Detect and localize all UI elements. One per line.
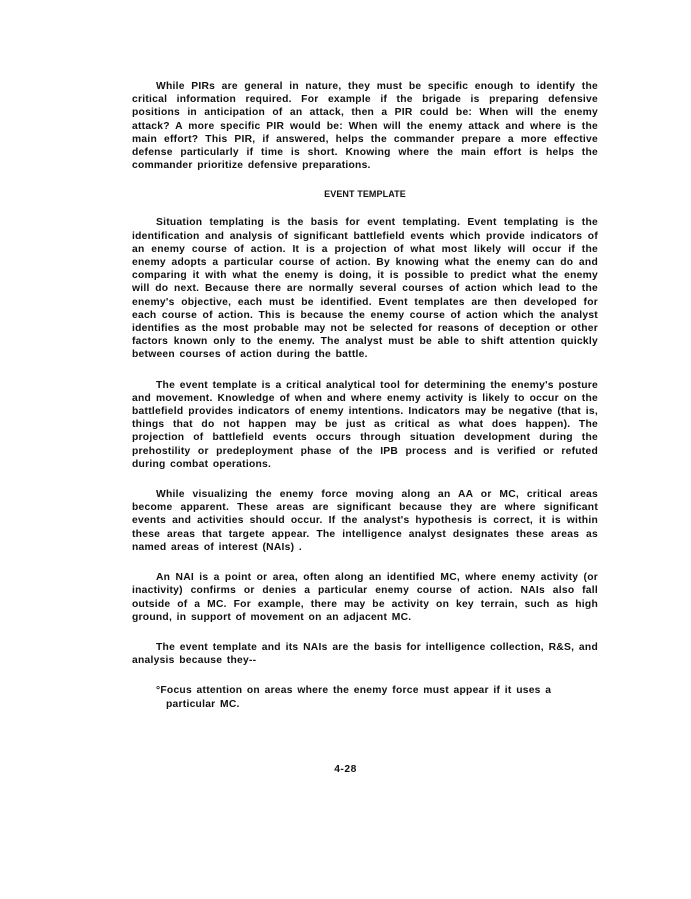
paragraph-situation-templating: Situation templating is the basis for event templating. Event templating is the identification and analysis of significant battlefield events which provide indicators of an enemy course of action. It is a projection of what most likely will occur if the enemy adopts a particular course of action. By knowing what the enemy can do and comparing it with what the enemy is doing, it is possible to predict what the enemy will do next. Because there are normally several courses of action which lead to the enemy's objective, each must be identified. Event templates are then developed for each course of action. This is because the enemy course of action which the analyst identifies as the most probable may not be selected for reasons of deception or other factors known only to the enemy. The analyst must be able to shift attention quickly between courses of action during the battle. <box>132 217 598 361</box>
paragraph-event-template-tool: The event template is a critical analytical tool for determining the enemy's posture and movement. Knowledge of when and where enemy activity is likely to occur on the battlefield provides indicators of enemy intentions. Indicators may be negative (that is, things that do not happen may be just as critical as what does happen). The projection of battlefield events occurs through situation development during the prehostility or predeployment phase of the IPB process and is verified or refuted during combat operations. <box>132 379 598 470</box>
paragraph-nai-basis: The event template and its NAIs are the basis for intelligence collection, R&S, and analysis because they-- <box>132 641 598 667</box>
paragraph-pir: While PIRs are general in nature, they must be specific enough to identify the critical information required. For example if the brigade is preparing defensive positions in anticipation of an attack, then a PIR could be: When will the enemy attack? A more specific PIR would be: When will the enemy attack and where is the main effort? This PIR, if answered, helps the commander prepare a more effective defense particularly if time is short. Knowing where the main effort is helps the commander prioritize defensive preparations. <box>132 81 598 172</box>
page-number: 4-28 <box>334 764 357 775</box>
section-heading-event-template: EVENT TEMPLATE <box>324 189 406 200</box>
paragraph-nai-definition: An NAI is a point or area, often along an identified MC, where enemy activity (or inactivity) confirms or denies a particular enemy course of action. NAIs also fall outside of a MC. For example, there may be activity on key terrain, such as high ground, in support of movement on an adjacent MC. <box>132 572 598 623</box>
document-page <box>132 80 598 711</box>
paragraph-visualizing-enemy: While visualizing the enemy force moving along an AA or MC, critical areas become apparent. These areas are significant because they are where significant events and activities should occur. If the analyst's hypothesis is correct, it is within these areas that targete appear. The intelligence analyst designates these areas as named areas of interest (NAIs) . <box>132 489 598 553</box>
bullet-item-focus-attention: °Focus attention on areas where the enemy force must appear if it uses a particular MC. <box>156 685 552 710</box>
